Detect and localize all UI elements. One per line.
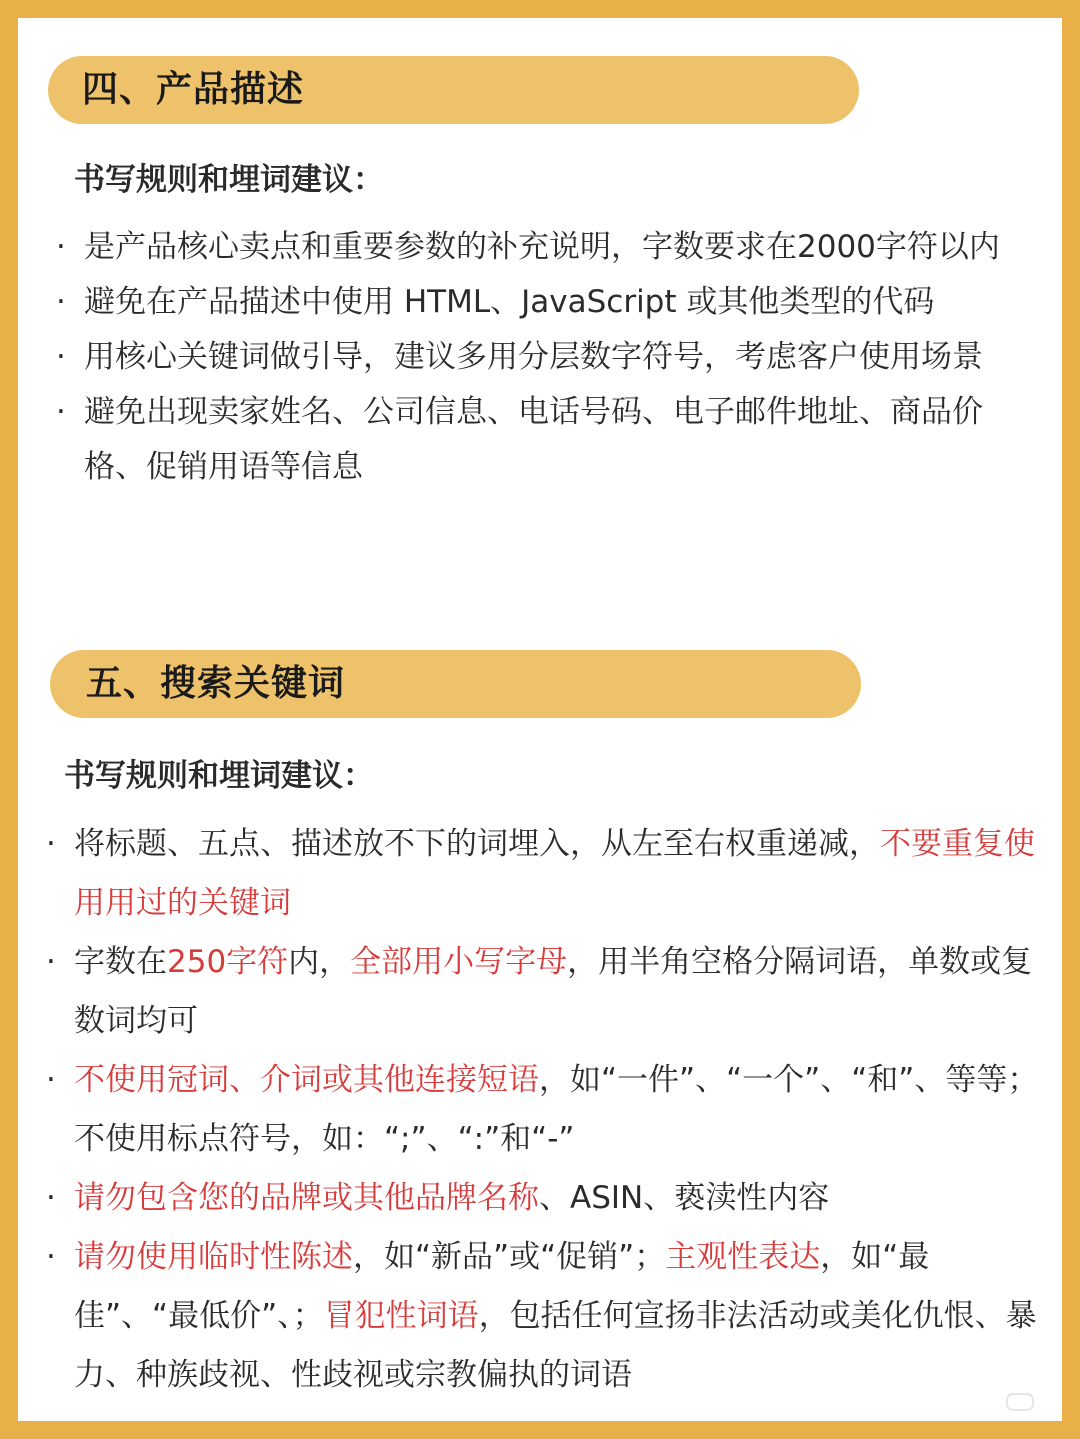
text-segment: ，如“最佳”、“最低价”、；	[74, 1239, 930, 1334]
section-header-product-description	[48, 56, 859, 124]
list-item	[46, 933, 1046, 1051]
content-card	[18, 18, 1062, 1421]
bullet-dot: ·	[56, 284, 66, 320]
highlight-segment: 请勿使用临时性陈述	[74, 1239, 353, 1275]
text-segment: 将标题、五点、描述放不下的词埋入，从左至右权重递减，	[74, 826, 880, 862]
product-description-rules-list	[56, 220, 1034, 495]
highlight-segment: 250字符	[167, 944, 289, 980]
rules-subheading: 书写规则和埋词建议：	[74, 162, 384, 198]
bullet-dot: ·	[46, 1239, 56, 1275]
bullet-dot: ·	[46, 826, 56, 862]
text-segment: ，如“一件”、“一个”、“和”、等等；不使用标点符号，如：“;”、“:”和“-”	[74, 1062, 1039, 1157]
list-item	[46, 1169, 1046, 1228]
list-item	[56, 385, 1034, 495]
section-header-search-keywords	[50, 650, 861, 718]
section-title: 五、搜索关键词	[86, 663, 346, 704]
highlight-segment: 不要重复使用用过的关键词	[74, 826, 1035, 921]
text-segment: 字数在	[74, 944, 167, 980]
bullet-dot: ·	[56, 339, 66, 375]
list-item-text: 是产品核心卖点和重要参数的补充说明，字数要求在2000字符以内	[84, 229, 1000, 265]
bullet-dot: ·	[56, 394, 66, 430]
watermark-icon	[1006, 1393, 1034, 1411]
list-item	[46, 815, 1046, 933]
list-item	[56, 275, 1034, 330]
list-item	[56, 330, 1034, 385]
section-title: 四、产品描述	[82, 69, 305, 110]
bullet-dot: ·	[56, 229, 66, 265]
list-item-text: 避免出现卖家姓名、公司信息、电话号码、电子邮件地址、商品价格、促销用语等信息	[84, 394, 983, 485]
text-segment: ，如“新品”或“促销”；	[353, 1239, 666, 1275]
list-item	[46, 1228, 1046, 1405]
highlight-segment: 冒犯性词语	[323, 1298, 479, 1334]
rules-subheading: 书写规则和埋词建议：	[64, 758, 374, 794]
highlight-segment: 主观性表达	[665, 1239, 821, 1275]
text-segment: ，包括任何宣扬非法活动或美化仇恨、暴力、种族歧视、性歧视或宗教偏执的词语	[74, 1298, 1037, 1393]
search-keywords-rules-list	[46, 815, 1046, 1405]
highlight-segment: 全部用小写字母	[350, 944, 568, 980]
text-segment: ，用半角空格分隔词语，单数或复数词均可	[74, 944, 1033, 1039]
bullet-dot: ·	[46, 1180, 56, 1216]
highlight-segment: 不使用冠词、介词或其他连接短语	[74, 1062, 539, 1098]
list-item-text: 用核心关键词做引导，建议多用分层数字符号，考虑客户使用场景	[84, 339, 983, 375]
bullet-dot: ·	[46, 1062, 56, 1098]
list-item-text: 避免在产品描述中使用 HTML、JavaScript 或其他类型的代码	[84, 284, 935, 320]
text-segment: 内，	[288, 944, 351, 980]
bullet-dot: ·	[46, 944, 56, 980]
text-segment: 、ASIN、亵渎性内容	[539, 1180, 830, 1216]
list-item	[56, 220, 1034, 275]
highlight-segment: 请勿包含您的品牌或其他品牌名称	[74, 1180, 539, 1216]
list-item	[46, 1051, 1046, 1169]
